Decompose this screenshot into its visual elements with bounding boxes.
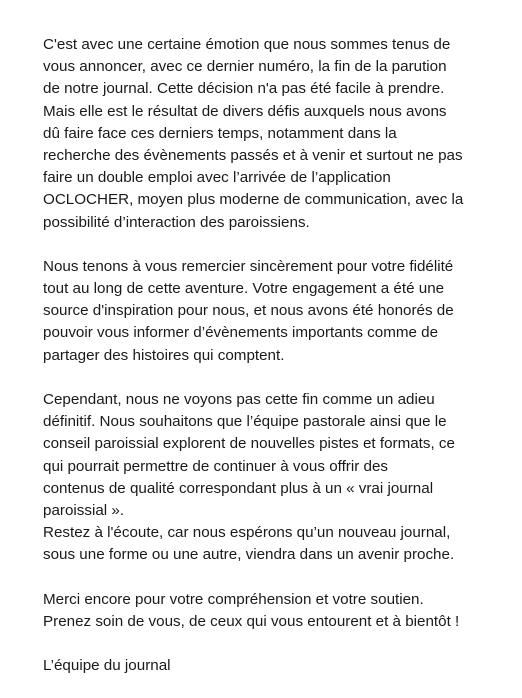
text-line: tout au long de cette aventure. Votre engagement a été une xyxy=(43,280,445,298)
text-line: Prenez soin de vous, de ceux qui vous entourent et à bientôt ! xyxy=(43,612,460,630)
paragraph-spacer xyxy=(43,633,511,655)
text-line: Nous tenons à vous remercier sincèrement pour votre fidélité xyxy=(43,257,454,275)
text-line: OCLOCHER, moyen plus moderne de communication, avec la xyxy=(43,191,464,209)
text-line: C'est avec une certaine émotion que nous sommes tenus de xyxy=(43,36,451,53)
text-line: Cependant, nous ne voyons pas cette fin comme un adieu xyxy=(43,391,435,408)
text-line: recherche des évènements passés et à venir et surtout ne pas xyxy=(43,146,463,164)
text-line: contenus de qualité correspondant plus à un « vrai journal xyxy=(43,479,434,497)
signature xyxy=(43,655,511,677)
text-line: sous une forme ou une autre, viendra dans un avenir proche. xyxy=(43,546,455,564)
text-line: possibilité d’interaction des paroissiens. xyxy=(43,213,310,231)
paragraph-spacer xyxy=(43,367,511,389)
paragraph-future xyxy=(43,389,511,567)
text-line: partager des histoires qui comptent. xyxy=(43,346,285,364)
text-line: Restez à l'écoute, car nous espérons qu’un nouveau journal, xyxy=(43,524,451,542)
text-line: définitif. Nous souhaitons que l’équipe pastorale ainsi que le xyxy=(43,413,447,431)
paragraph-thanks xyxy=(43,256,511,367)
paragraph-spacer xyxy=(43,567,511,589)
text-line: Merci encore pour votre compréhension et votre soutien. xyxy=(43,590,424,608)
text-line: paroissial ». xyxy=(43,501,125,519)
text-line: conseil paroissial explorent de nouvelles pistes et formats, ce xyxy=(43,435,455,453)
signature-text: L’équipe du journal xyxy=(43,657,171,675)
text-line: dû faire face ces derniers temps, notamment dans la xyxy=(43,124,397,142)
paragraph-closing xyxy=(43,589,511,633)
text-line: Mais elle est le résultat de divers défis auxquels nous avons xyxy=(43,102,447,120)
paragraph-announcement xyxy=(43,34,511,234)
text-line: source d'inspiration pour nous, et nous avons été honorés de xyxy=(43,302,454,320)
text-line: vous annoncer, avec ce dernier numéro, la fin de la parution xyxy=(43,58,447,76)
paragraph-spacer xyxy=(43,234,511,256)
text-line: qui pourrait permettre de continuer à vous offrir des xyxy=(43,457,388,475)
letter-body xyxy=(43,34,511,677)
text-line: pouvoir vous informer d’évènements importants comme de xyxy=(43,324,439,342)
text-line: faire un double emploi avec l’arrivée de l’application xyxy=(43,169,391,187)
text-line: de notre journal. Cette décision n'a pas été facile à prendre. xyxy=(43,80,445,98)
